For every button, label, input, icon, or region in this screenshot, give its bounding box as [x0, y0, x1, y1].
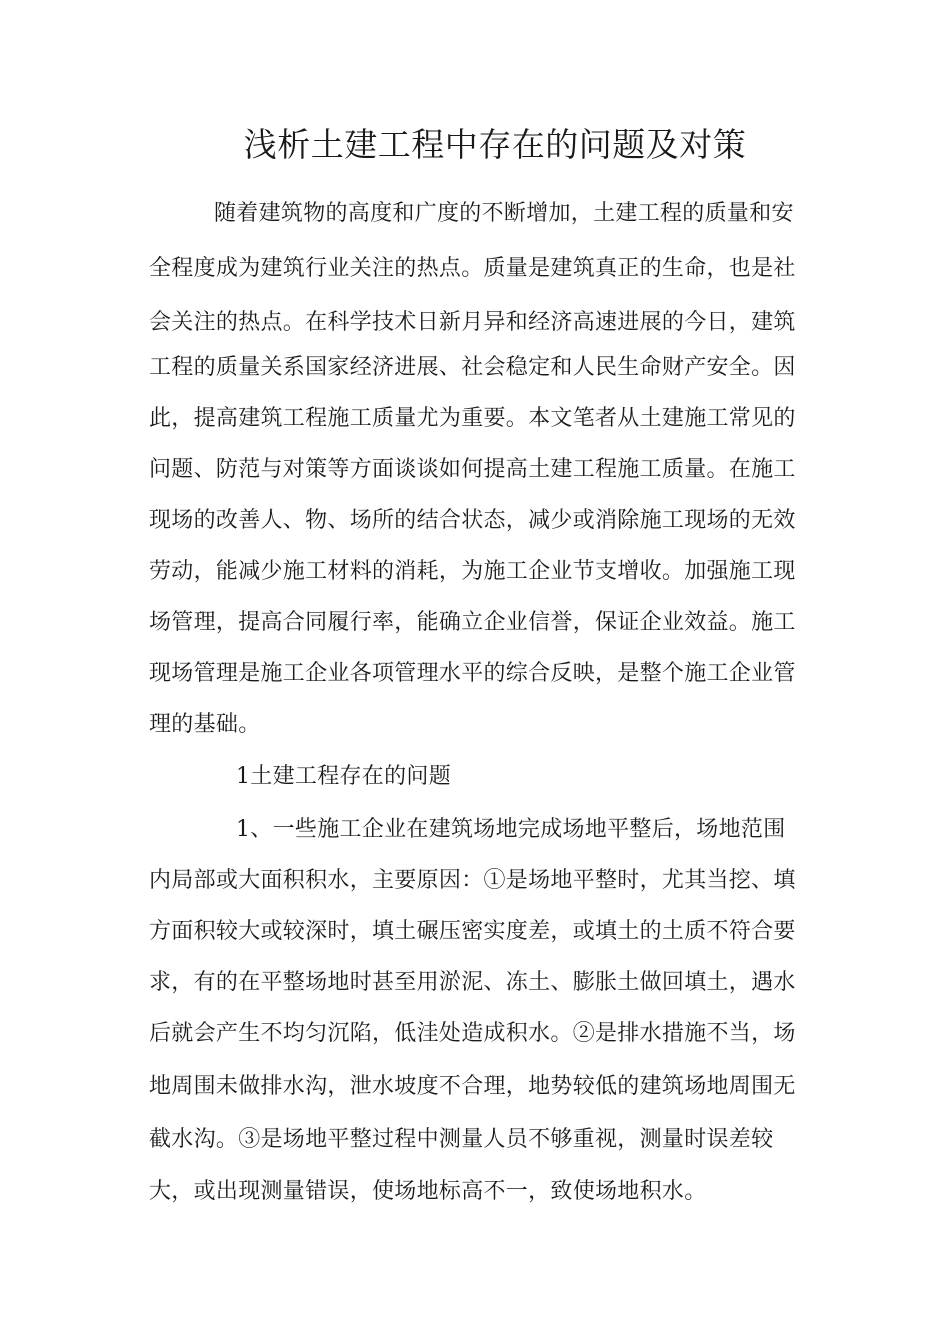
- paragraph-line: 劳动，能减少施工材料的消耗，为施工企业节支增收。加强施工现: [149, 559, 796, 584]
- paragraph-line: 此，提高建筑工程施工质量尤为重要。本文笔者从土建施工常见的: [149, 406, 796, 431]
- paragraph-line: 截水沟。③是场地平整过程中测量人员不够重视，测量时误差较: [149, 1127, 774, 1152]
- paragraph-line: 求，有的在平整场地时甚至用淤泥、冻土、膨胀土做回填土，遇水: [149, 970, 796, 995]
- paragraph-line: 随着建筑物的高度和广度的不断增加，土建工程的质量和安: [214, 201, 794, 226]
- paragraph-line: 内局部或大面积积水，主要原因：①是场地平整时，尤其当挖、填: [149, 868, 796, 893]
- paragraph-line: 问题、防范与对策等方面谈谈如何提高土建工程施工质量。在施工: [149, 457, 796, 482]
- paragraph-line: 大，或出现测量错误，使场地标高不一，致使场地积水。: [149, 1179, 707, 1204]
- paragraph-line: 地周围未做排水沟，泄水坡度不合理，地势较低的建筑场地周围无: [149, 1074, 796, 1099]
- paragraph-line: 场管理，提高合同履行率，能确立企业信誉，保证企业效益。施工: [149, 610, 796, 635]
- paragraph-line: 现场的改善人、物、场所的结合状态，减少或消除施工现场的无效: [149, 508, 796, 533]
- paragraph-line: 理的基础。: [149, 712, 261, 737]
- paragraph-line: 会关注的热点。在科学技术日新月异和经济高速进展的今日，建筑: [149, 310, 796, 335]
- paragraph-line: 后就会产生不均匀沉陷，低洼处造成积水。②是排水措施不当，场: [149, 1021, 796, 1046]
- paragraph-line: 方面积较大或较深时，填土碾压密实度差，或填土的土质不符合要: [149, 919, 796, 944]
- paragraph-line: 现场管理是施工企业各项管理水平的综合反映，是整个施工企业管: [149, 661, 796, 686]
- document-title: 浅析土建工程中存在的问题及对策: [243, 125, 747, 164]
- paragraph-line: 全程度成为建筑行业关注的热点。质量是建筑真正的生命，也是社: [149, 256, 796, 281]
- section-heading: 1土建工程存在的问题: [236, 764, 451, 789]
- paragraph-line: 工程的质量关系国家经济进展、社会稳定和人民生命财产安全。因: [149, 355, 796, 380]
- paragraph-line: 1、一些施工企业在建筑场地完成场地平整后，场地范围: [236, 817, 786, 842]
